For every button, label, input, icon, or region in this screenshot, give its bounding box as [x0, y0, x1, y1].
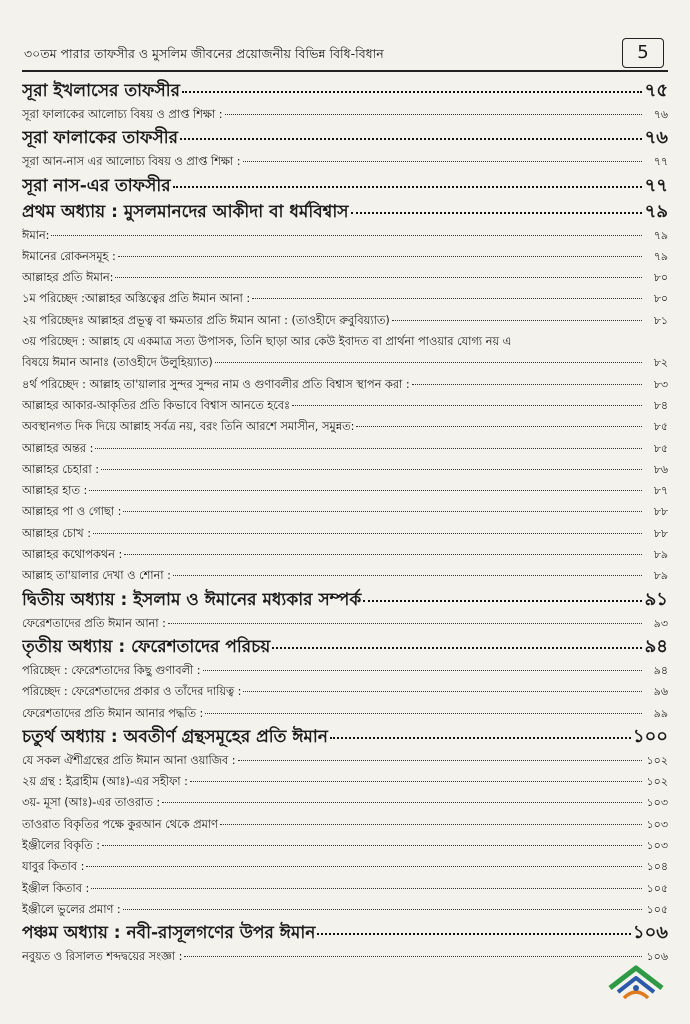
toc-entry-title: আল্লাহর পা ও গোছা :: [22, 505, 122, 519]
dotted-leader: [180, 138, 642, 140]
toc-entry-row: [22, 352, 668, 373]
toc-entry-row: [22, 771, 668, 792]
toc-page-number: ১০৫: [646, 902, 668, 916]
toc-entry-title: পঞ্চম অধ্যায় : নবী-রাসূলগণের উপর ঈমান: [22, 923, 316, 944]
toc-entry-title: অবস্থানগত দিক দিয়ে আল্লাহ সর্বত্র নয়, বরং তিনি আরশে সমাসীন, সমুন্নত:: [22, 420, 355, 434]
toc-entry-title: আল্লাহর চোখ :: [22, 526, 92, 540]
dotted-leader: [101, 469, 642, 470]
toc-entry-row: [22, 104, 668, 125]
toc-entry-row: [22, 331, 668, 352]
toc-page-number: ১০২: [646, 775, 668, 789]
dotted-leader: [225, 114, 642, 115]
dotted-leader: [356, 426, 642, 427]
dotted-leader: [292, 405, 642, 406]
toc-chapter-row: [22, 634, 668, 660]
dotted-leader: [115, 277, 642, 278]
toc-page-number: ৮১: [653, 313, 668, 327]
toc-entry-title: ৩য় পরিচ্ছেদ : আল্লাহ যে একমাত্র সত্য উপাসক, তিনি ছাড়া আর কেউ ইবাদত বা প্রার্থনা পাওয়ার যোগ্য নয় এ: [22, 335, 512, 349]
dotted-leader: [412, 384, 642, 385]
toc-page-number: ৮০: [653, 271, 668, 285]
toc-page-number: ৮৯: [653, 569, 668, 583]
toc-entry-title: ইঞ্জীলের বিকৃতি :: [22, 839, 101, 853]
toc-entry-row: [22, 246, 668, 267]
toc-entry-row: [22, 480, 668, 501]
toc-entry-row: [22, 374, 668, 395]
toc-page-number: ১০৩: [646, 796, 668, 810]
toc-entry-row: [22, 899, 668, 920]
toc-entry-title: সূরা আন-নাস এর আলোচ্য বিষয় ও প্রাপ্ত শিক্ষা :: [22, 155, 241, 169]
toc-entry-row: [22, 310, 668, 331]
toc-entry-title: ফেরেশতাদের প্রতি ঈমান আনা :: [22, 616, 166, 630]
toc-page-number: ৭৭: [653, 155, 668, 169]
toc-entry-row: [22, 878, 668, 899]
dotted-leader: [351, 212, 642, 214]
toc-entry-title: ৩য়- মূসা (আঃ)-এর তাওরাত :: [22, 796, 161, 810]
toc-page-number: ৮২: [653, 356, 668, 370]
dotted-leader: [102, 845, 642, 846]
toc-entry-title: আল্লাহর চেহারা :: [22, 462, 100, 476]
dotted-leader: [363, 600, 642, 602]
toc-entry-title: আল্লাহর প্রতি ঈমান:: [22, 271, 114, 285]
toc-entry-row: [22, 267, 668, 288]
toc-page-number: ৯৪: [653, 663, 668, 677]
toc-entry-title: ঈমান:: [22, 228, 50, 242]
dotted-leader: [215, 362, 642, 363]
toc-entry-title: আল্লাহর কথোপকথন :: [22, 548, 123, 562]
dotted-leader: [392, 320, 642, 321]
toc-entry-title: পরিচ্ছেদ : ফেরেশতাদের কিছু গুণাবলী :: [22, 663, 201, 677]
dotted-leader: [220, 824, 642, 825]
toc-page-number: ৮৯: [653, 548, 668, 562]
toc-entry-row: [22, 288, 668, 309]
dotted-leader: [317, 933, 631, 935]
toc-entry-title: ৪র্থ পরিচ্ছেদ : আল্লাহ তা'য়ালার সুন্দর সুন্দর নাম ও গুণাবলীর প্রতি বিশ্বাস স্থাপন করা :: [22, 377, 410, 391]
toc-page-number: ১০০: [632, 725, 668, 747]
toc-entry-title: আল্লাহর হাত :: [22, 484, 88, 498]
dotted-leader: [95, 448, 642, 449]
toc-entry-title: ঈমানের রোকনসমূহ :: [22, 249, 116, 263]
toc-entry-title: সূরা ফালাকের আলোচ্য বিষয় ও প্রাপ্ত শিক্ষা :: [22, 108, 223, 121]
toc-entry-row: [22, 946, 668, 967]
toc-chapter-row: [22, 199, 668, 225]
toc-entry-row: [22, 814, 668, 835]
toc-page-number: ৭৯: [644, 200, 668, 222]
toc-page-number: ১০৬: [632, 922, 668, 944]
dotted-leader: [190, 781, 642, 782]
toc-entry-title: আল্লাহর আকার-আকৃতির প্রতি কিভাবে বিশ্বাস আনতে হবেঃ: [22, 398, 291, 412]
toc-page-number: ৮৪: [653, 398, 668, 412]
toc-chapter-row: [22, 173, 668, 199]
toc-entry-row: [22, 565, 668, 586]
header-title: ৩০তম পারার তাফসীর ও মুসলিম জীবনের প্রয়োজনীয় বিভিন্ন বিধি-বিধান: [24, 46, 384, 61]
toc-entry-title: পরিচ্ছেদ : ফেরেশতাদের প্রকার ও তাঁদের দায়িত্ব :: [22, 685, 242, 699]
toc-entry-title: তাওরাত বিকৃতির পক্ষে কুরআন থেকে প্রমাণ: [22, 817, 218, 831]
dotted-leader: [173, 186, 642, 188]
dotted-leader: [272, 647, 642, 649]
dotted-leader: [51, 235, 642, 236]
toc-page-number: ৭৯: [653, 249, 668, 263]
toc-entry-row: [22, 416, 668, 437]
toc-entry-row: [22, 523, 668, 544]
toc-entry-row: [22, 544, 668, 565]
toc-entry-row: [22, 856, 668, 877]
toc-entry-title: তৃতীয় অধ্যায় : ফেরেশতাদের পরিচয়: [22, 636, 271, 657]
toc-entry-row: [22, 459, 668, 480]
toc-entry-title: চতুর্থ অধ্যায় : অবতীর্ণ গ্রন্থসমূহের প্রতি ঈমান: [22, 726, 328, 747]
dotted-leader: [118, 256, 642, 257]
dotted-leader: [182, 91, 642, 93]
table-of-contents: [22, 78, 668, 968]
toc-entry-title: যে সকল ঐশীগ্রন্থের প্রতি ঈমান আনা ওয়াজিব :: [22, 753, 236, 767]
toc-chapter-row: [22, 920, 668, 946]
toc-entry-row: [22, 438, 668, 459]
toc-entry-title: সূরা ইখলাসের তাফসীর: [22, 81, 180, 101]
toc-page-number: ৮৫: [653, 441, 668, 455]
toc-entry-title: ২য় পরিচ্ছেদঃ আল্লাহর প্রভূত্ব বা ক্ষমতার প্রতি ঈমান আনা : (তাওহীদে রুবুবিয়্যাত): [22, 313, 390, 327]
dotted-leader: [162, 802, 642, 803]
toc-page-number: ৮৭: [653, 484, 668, 498]
toc-page-number: ১০৩: [646, 817, 668, 831]
toc-page-number: ৮৮: [653, 505, 668, 519]
toc-entry-title: নবুয়ত ও রিসালত শব্দদ্বয়ের সংজ্ঞা :: [22, 950, 183, 964]
toc-entry-title: বিষয়ে ঈমান আনাঃ (তাওহীদে উলুহিয়্যাত): [22, 356, 213, 370]
dotted-leader: [93, 533, 642, 534]
toc-entry-row: [22, 792, 668, 813]
dotted-leader: [123, 909, 642, 910]
toc-entry-title: আল্লাহ তা'য়ালার দেখা ও শোনা :: [22, 569, 171, 583]
toc-entry-row: [22, 151, 668, 172]
toc-page-number: ৯৪: [644, 635, 668, 657]
dotted-leader: [168, 623, 642, 624]
toc-entry-row: [22, 835, 668, 856]
dotted-leader: [252, 298, 642, 299]
toc-entry-title: ১ম পরিচ্ছেদ :আল্লাহর অস্তিত্বের প্রতি ঈমান আনা :: [22, 292, 251, 306]
toc-chapter-row: [22, 78, 668, 104]
dotted-leader: [184, 956, 642, 957]
toc-page-number: ৮৫: [653, 420, 668, 434]
toc-page-number: ১০৩: [646, 839, 668, 853]
toc-page-number: ৮০: [653, 292, 668, 306]
toc-page-number: ৯৯: [653, 706, 668, 720]
toc-entry-title: ইঞ্জীল কিতাব :: [22, 881, 90, 895]
dotted-leader: [238, 760, 642, 761]
toc-page-number: ৮৩: [653, 377, 668, 391]
dotted-leader: [203, 670, 642, 671]
toc-entry-title: ইঞ্জীলে ভুলের প্রমাণ :: [22, 902, 121, 916]
toc-entry-title: সূরা ফালাকের তাফসীর: [22, 128, 178, 149]
dotted-leader: [91, 888, 642, 889]
toc-entry-title: যাবুর কিতাব :: [22, 860, 85, 874]
dotted-leader: [124, 554, 642, 555]
toc-entry-title: ফেরেশতাদের প্রতি ঈমান আনার পদ্ধতি :: [22, 706, 204, 720]
toc-page-number: ৮৮: [653, 526, 668, 540]
toc-entry-row: [22, 681, 668, 702]
toc-entry-row: [22, 395, 668, 416]
toc-entry-title: আল্লাহর অন্তর :: [22, 441, 94, 455]
dotted-leader: [243, 691, 642, 692]
toc-entry-row: [22, 501, 668, 522]
dotted-leader: [86, 866, 642, 867]
toc-entry-row: [22, 703, 668, 724]
toc-page-number: ১০৫: [646, 881, 668, 895]
toc-page-number: ১০৬: [646, 950, 668, 964]
toc-page-number: ৯১: [644, 588, 668, 610]
dotted-leader: [330, 737, 631, 739]
toc-page-number: ৮৬: [653, 462, 668, 476]
toc-page-number: ৭৬: [653, 108, 668, 121]
toc-page-number: ৭৯: [653, 228, 668, 242]
dotted-leader: [123, 511, 642, 512]
dotted-leader: [205, 713, 642, 714]
toc-entry-row: [22, 750, 668, 771]
publisher-logo-icon: [606, 958, 666, 1004]
running-header: [22, 32, 668, 72]
dotted-leader: [173, 575, 642, 576]
toc-page-number: ১০২: [646, 753, 668, 767]
toc-entry-row: [22, 660, 668, 681]
toc-entry-title: সূরা নাস-এর তাফসীর: [22, 175, 171, 196]
toc-page-number: ১০৪: [646, 860, 668, 874]
toc-chapter-row: [22, 587, 668, 613]
toc-page-number: ৭৭: [644, 174, 668, 196]
toc-chapter-row: [22, 125, 668, 151]
toc-entry-title: দ্বিতীয় অধ্যায় : ইসলাম ও ঈমানের মধ্যকার সম্পর্ক: [22, 589, 362, 610]
toc-page-number: ৭৫: [644, 80, 668, 101]
toc-page-number: ৭৬: [644, 127, 668, 149]
toc-page-number: ৯৬: [653, 685, 668, 699]
toc-entry-row: [22, 613, 668, 634]
toc-entry-title: ২য় গ্রন্থ : ইব্রাহীম (আঃ)-এর সহীফা :: [22, 775, 188, 789]
toc-page-number: ৯৩: [653, 616, 668, 630]
dotted-leader: [89, 490, 642, 491]
toc-entry-title: প্রথম অধ্যায় : মুসলমানদের আকীদা বা ধর্মবিশ্বাস: [22, 201, 349, 222]
toc-entry-row: [22, 225, 668, 246]
toc-chapter-row: [22, 724, 668, 750]
page-number-box: 5: [622, 38, 664, 68]
dotted-leader: [243, 161, 642, 162]
